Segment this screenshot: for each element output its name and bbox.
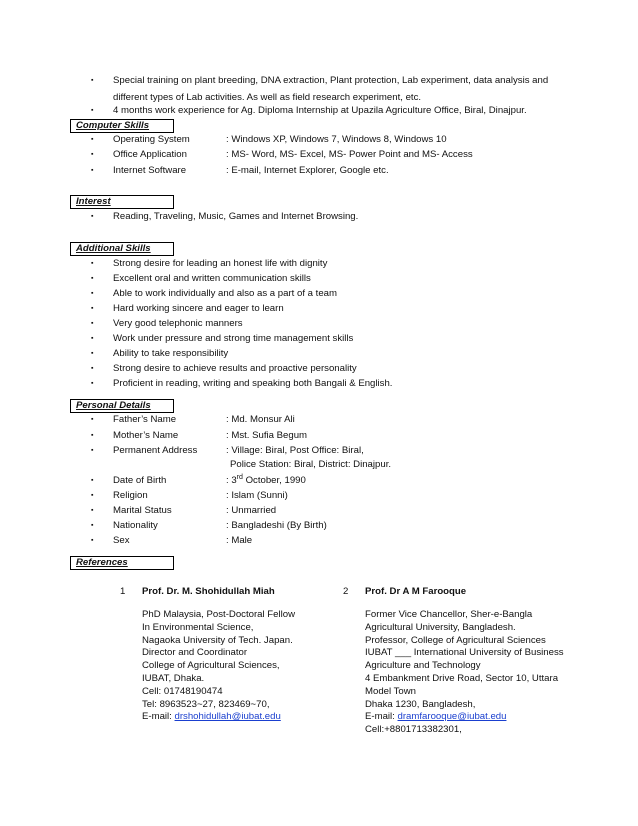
additional-skill-text: Ability to take responsibility: [113, 348, 229, 359]
detail-label: Marital Status: [113, 505, 172, 516]
section-heading-personal-details: [70, 399, 174, 413]
detail-value: : Md. Monsur Ali: [226, 414, 295, 425]
bullet-icon: ▪: [91, 350, 94, 357]
detail-value: : Male: [226, 535, 253, 546]
additional-skill-text: Excellent oral and written communication skills: [113, 273, 311, 284]
reference-line: Agricultural University, Bangladesh.: [365, 621, 516, 633]
reference-line: Director and Coordinator: [142, 647, 248, 659]
skill-label: Internet Software: [113, 165, 187, 176]
section-heading-interest: [70, 195, 174, 209]
reference-email-line: E-mail: dramfarooque@iubat.edu: [365, 711, 507, 723]
detail-label: Date of Birth: [113, 475, 167, 486]
bullet-icon: ▪: [91, 365, 94, 372]
detail-value-continued: Police Station: Biral, District: Dinajpur.: [230, 459, 392, 470]
reference-line: Former Vice Chancellor, Sher-e-Bangla: [365, 609, 533, 620]
detail-label: Religion: [113, 490, 148, 501]
skill-value: : Windows XP, Windows 7, Windows 8, Windows 10: [226, 134, 447, 145]
reference-line: Model Town: [365, 685, 417, 697]
bullet-icon: ▪: [91, 77, 94, 84]
reference-number: 2: [343, 586, 349, 597]
bullet-icon: ▪: [91, 320, 94, 327]
reference-line: Nagaoka University of Tech. Japan.: [142, 634, 293, 646]
bullet-icon: ▪: [91, 151, 94, 158]
reference-line: Agriculture and Technology: [365, 660, 481, 672]
skill-label: Office Application: [113, 149, 187, 160]
section-heading-computer-skills: [70, 119, 174, 133]
detail-value: : 3rd October, 1990: [226, 473, 306, 486]
additional-skill-text: Able to work individually and also as a part of a team: [113, 288, 337, 299]
bullet-icon: ▪: [91, 447, 94, 454]
email-link[interactable]: drshohidullah@iubat.edu: [174, 711, 281, 723]
detail-label: Permanent Address: [113, 445, 198, 456]
detail-label: Mother’s Name: [113, 430, 179, 441]
bullet-icon: ▪: [91, 537, 94, 544]
reference-name: Prof. Dr. M. Shohidullah Miah: [142, 586, 275, 597]
reference-line: Dhaka 1230, Bangladesh,: [365, 698, 476, 710]
detail-label: Sex: [113, 535, 130, 546]
skill-label: Operating System: [113, 134, 190, 145]
detail-value: : Village: Biral, Post Office: Biral,: [226, 445, 364, 456]
bullet-icon: ▪: [91, 260, 94, 267]
reference-line: Professor, College of Agricultural Sciences: [365, 634, 546, 646]
bullet-icon: ▪: [91, 380, 94, 387]
additional-skill-text: Very good telephonic manners: [113, 318, 243, 329]
bullet-icon: ▪: [91, 492, 94, 499]
reference-line: College of Agricultural Sciences,: [142, 660, 280, 672]
bullet-icon: ▪: [91, 477, 94, 484]
email-link[interactable]: dramfarooque@iubat.edu: [397, 711, 507, 723]
reference-line: In Environmental Science,: [142, 621, 254, 633]
section-heading-label: References: [76, 557, 128, 568]
section-heading-label: Additional Skills: [76, 243, 151, 254]
section-heading-label: Interest: [76, 196, 111, 207]
detail-value: : Islam (Sunni): [226, 490, 288, 501]
section-heading-label: Computer Skills: [76, 120, 150, 131]
intro-text-continued: different types of Lab activities. As well as field research experiment, etc.: [113, 92, 422, 103]
detail-value: : Unmarried: [226, 505, 277, 516]
additional-skill-text: Proficient in reading, writing and speaking both Bangali & English.: [113, 378, 393, 389]
bullet-icon: ▪: [91, 213, 94, 220]
detail-label: Father’s Name: [113, 414, 177, 425]
additional-skill-text: Strong desire for leading an honest life with dignity: [113, 258, 328, 269]
additional-skill-text: Hard working sincere and eager to learn: [113, 303, 284, 314]
skill-value: : E-mail, Internet Explorer, Google etc.: [226, 165, 389, 176]
reference-line: Tel: 8963523~27, 823469~70,: [142, 698, 270, 710]
additional-skill-text: Strong desire to achieve results and proactive personality: [113, 363, 357, 374]
bullet-icon: ▪: [91, 305, 94, 312]
detail-label: Nationality: [113, 520, 158, 531]
reference-line: IUBAT, Dhaka.: [142, 672, 205, 684]
bullet-icon: ▪: [91, 290, 94, 297]
reference-name: Prof. Dr A M Farooque: [365, 586, 467, 597]
bullet-icon: ▪: [91, 275, 94, 282]
reference-line: 4 Embankment Drive Road, Sector 10, Uttara: [365, 672, 559, 684]
bullet-icon: ▪: [91, 136, 94, 143]
reference-line: IUBAT ___ International University of Business: [365, 647, 564, 659]
reference-details: [142, 609, 362, 724]
section-heading-label: Personal Details: [76, 400, 151, 411]
bullet-icon: ▪: [91, 335, 94, 342]
bullet-icon: ▪: [91, 416, 94, 423]
bullet-icon: ▪: [91, 507, 94, 514]
reference-line: Cell: 01748190474: [142, 685, 223, 697]
bullet-icon: ▪: [91, 432, 94, 439]
reference-number: 1: [120, 586, 126, 597]
bullet-icon: ▪: [91, 107, 94, 114]
reference-line: PhD Malaysia, Post-Doctoral Fellow: [142, 609, 296, 620]
skill-value: : MS- Word, MS- Excel, MS- Power Point and MS- Access: [226, 149, 473, 160]
section-heading-references: [70, 556, 174, 570]
detail-value: : Bangladeshi (By Birth): [226, 520, 327, 531]
bullet-icon: ▪: [91, 522, 94, 529]
interest-text: Reading, Traveling, Music, Games and Internet Browsing.: [113, 211, 359, 222]
intro-text: Special training on plant breeding, DNA extraction, Plant protection, Lab experiment, data analysis and: [113, 75, 549, 86]
reference-line: Cell:+8801713382301,: [365, 724, 462, 736]
bullet-icon: ▪: [91, 167, 94, 174]
reference-details: [365, 609, 585, 737]
reference-email-line: E-mail: drshohidullah@iubat.edu: [142, 711, 281, 723]
additional-skill-text: Work under pressure and strong time management skills: [113, 333, 354, 344]
intro-text: 4 months work experience for Ag. Diploma Internship at Upazila Agriculture Office, Biral, Dinajpur.: [113, 105, 527, 116]
detail-value: : Mst. Sufia Begum: [226, 430, 308, 441]
section-heading-additional-skills: [70, 242, 174, 256]
